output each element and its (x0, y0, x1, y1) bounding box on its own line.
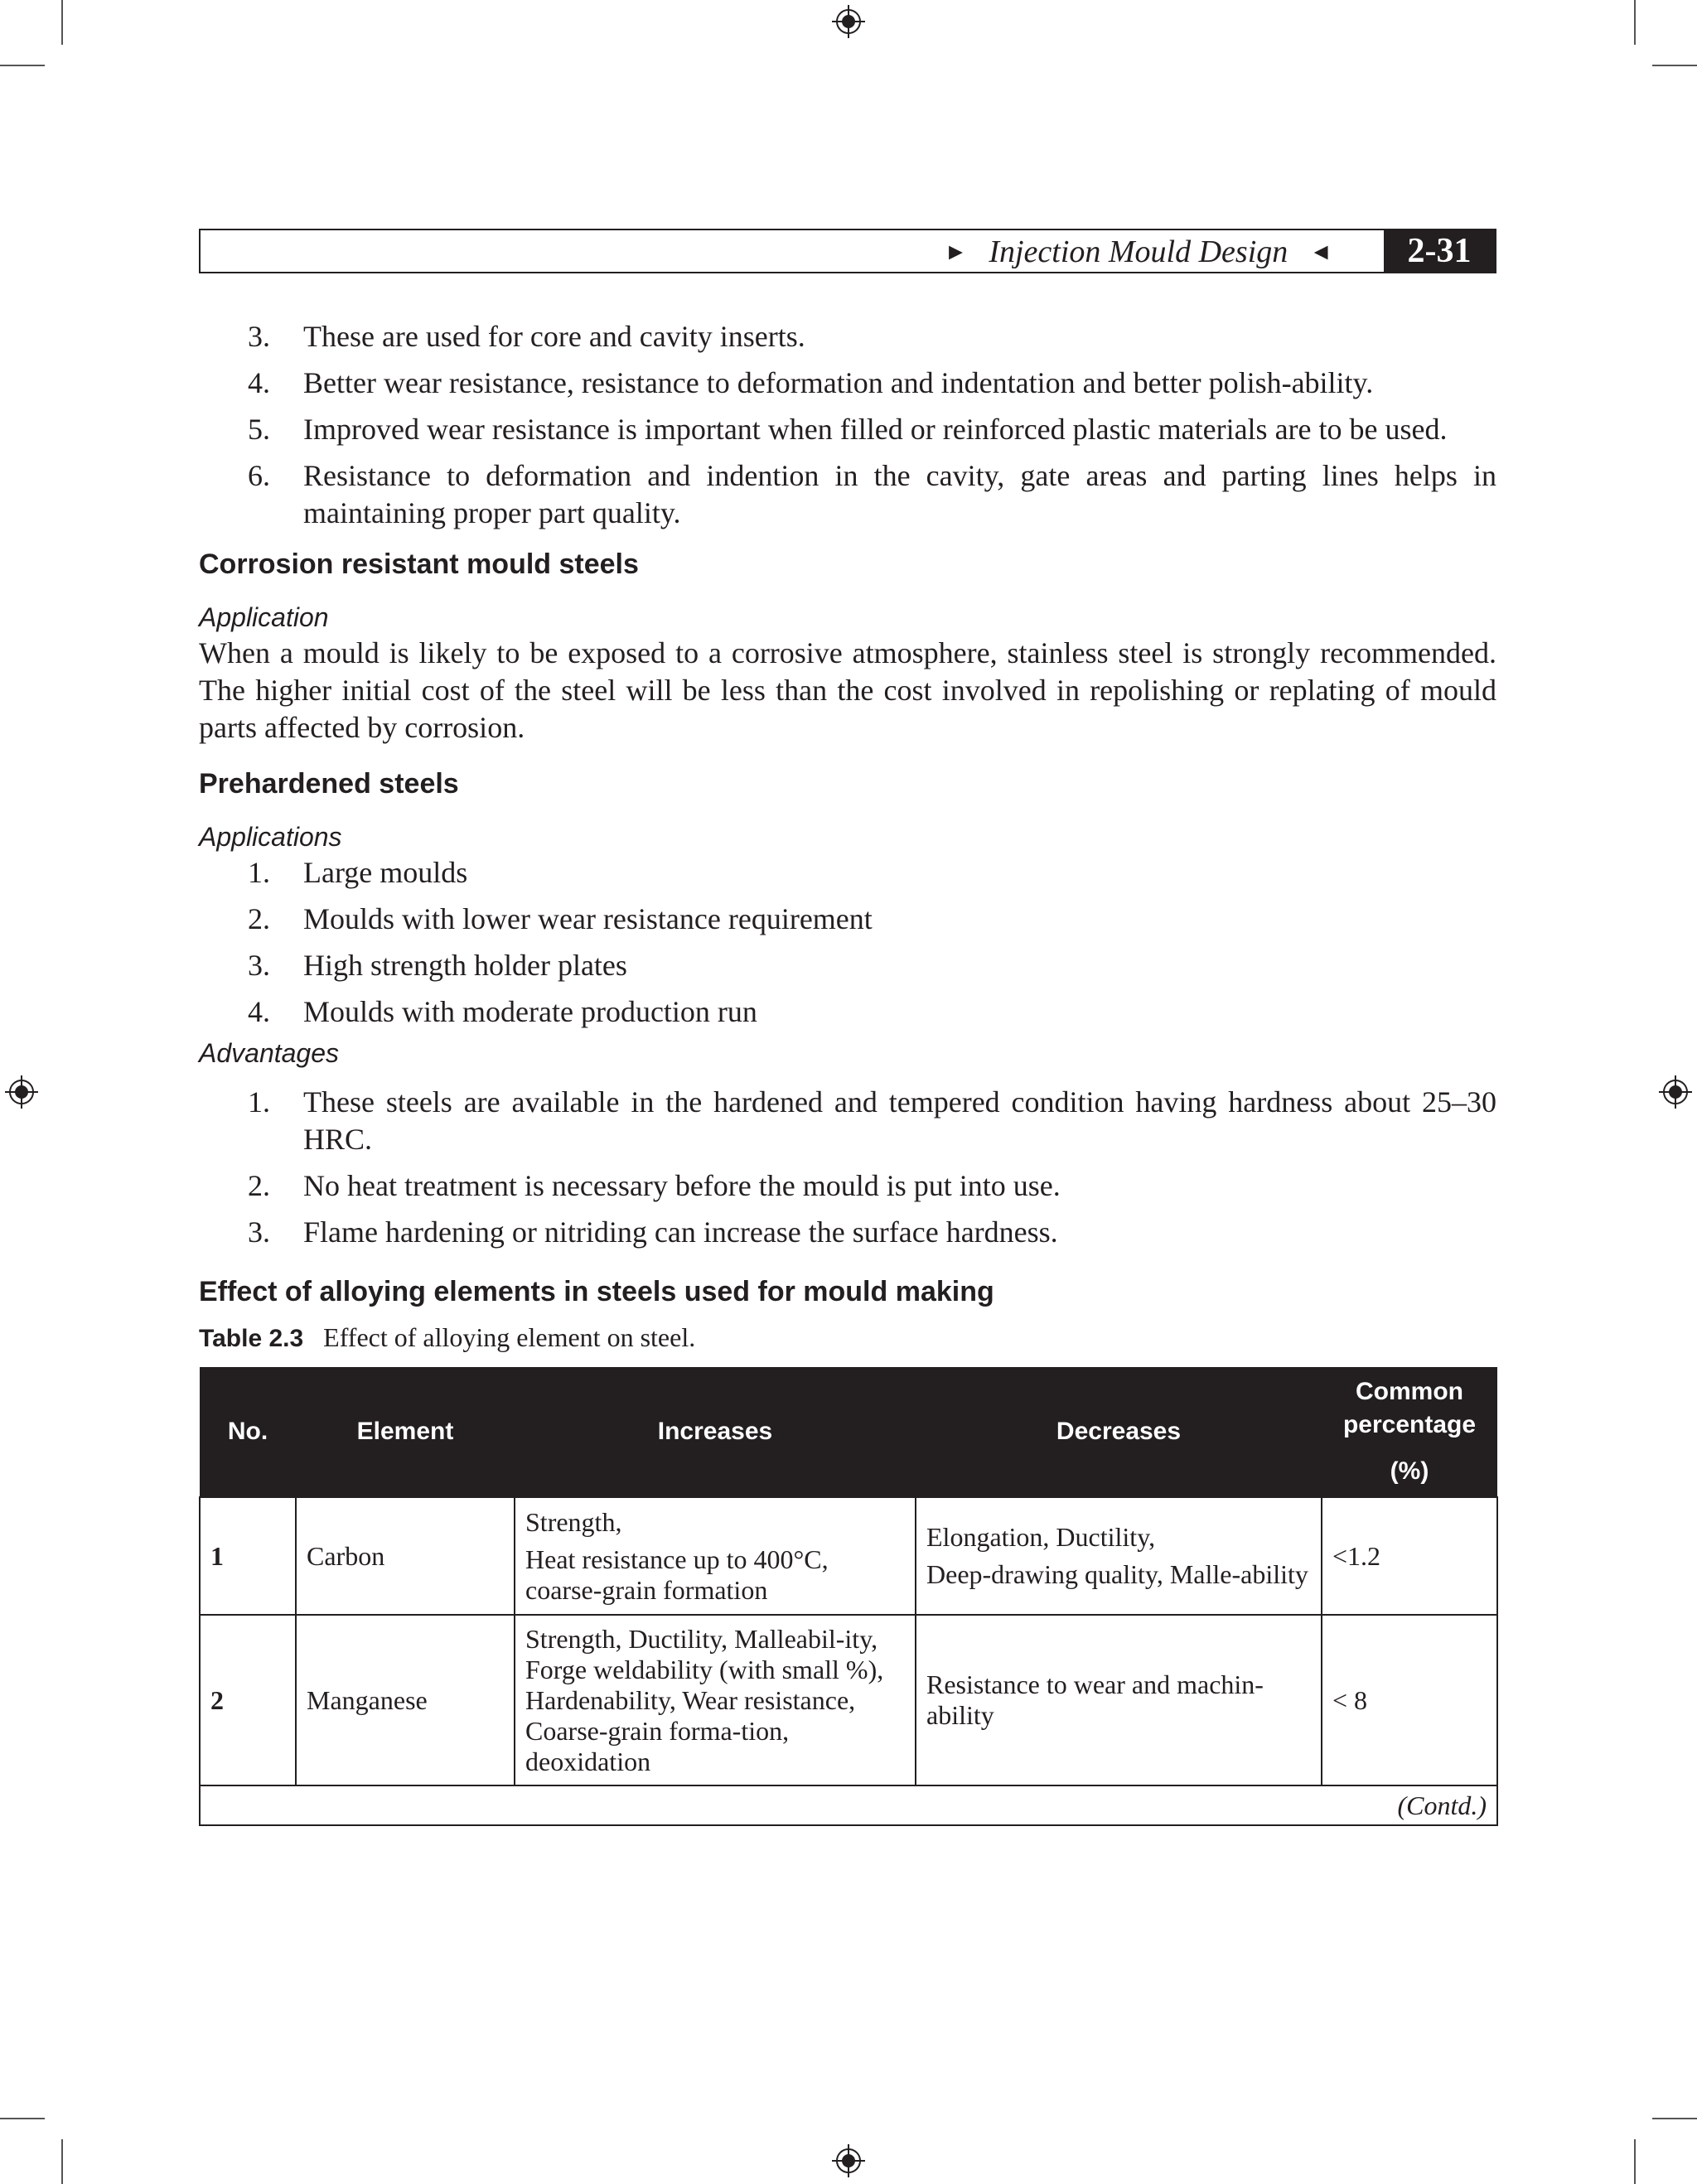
list-item (199, 365, 1496, 402)
cell-line: Elongation, Ductility, (926, 1522, 1156, 1552)
table-row (200, 1615, 1497, 1785)
list-number: 2. (248, 902, 270, 935)
header-line: Common (1356, 1378, 1463, 1405)
list-text: Better wear resistance, resistance to deformation and indentation and better polish-ability. (303, 366, 1374, 399)
cell-line: Strength, (525, 1506, 622, 1537)
header-line: percentage (1342, 1411, 1477, 1438)
crop-mark (1634, 0, 1636, 45)
table-row (200, 1497, 1497, 1615)
list-item (199, 411, 1496, 448)
list-number: 6. (248, 459, 270, 492)
list-text: No heat treatment is necessary before the mould is put into use. (303, 1169, 1061, 1202)
advantages-list (199, 1084, 1496, 1251)
column-header-element: Element (296, 1367, 515, 1497)
table-header-row (200, 1367, 1497, 1497)
table-caption (199, 1321, 1496, 1355)
cell-element: Manganese (296, 1615, 515, 1785)
table-caption-label: Table 2.3 (199, 1325, 304, 1352)
crop-mark (1634, 2139, 1636, 2184)
page-body (199, 318, 1496, 1826)
crop-mark (1652, 65, 1697, 66)
list-number: 3. (248, 320, 270, 353)
registration-mark-icon (1659, 1075, 1692, 1109)
cell-percentage: < 8 (1322, 1615, 1497, 1785)
crop-mark (61, 0, 63, 45)
list-item (199, 318, 1496, 355)
alloying-table (199, 1367, 1498, 1826)
list-number: 2. (248, 1169, 270, 1202)
contd-text: (Contd.) (1397, 1790, 1487, 1820)
list-text: These are used for core and cavity inserts. (303, 320, 805, 353)
list-text: Moulds with lower wear resistance requirement (303, 902, 873, 935)
list-item (199, 1084, 1496, 1158)
list-item (199, 457, 1496, 532)
cell-line: Deep-drawing quality, Malle-ability (926, 1559, 1308, 1589)
list-item (199, 993, 1496, 1031)
crop-mark (61, 2139, 63, 2184)
list-text: Resistance to deformation and indention in the cavity, gate areas and parting lines helps in maintaining proper part quality. (303, 459, 1496, 529)
running-title (923, 230, 1354, 272)
column-header-increases: Increases (515, 1367, 916, 1497)
list-text: High strength holder plates (303, 949, 627, 982)
crop-mark (1652, 2118, 1697, 2119)
list-number: 3. (248, 949, 270, 982)
page-number: 2-31 (1384, 229, 1495, 273)
column-header-decreases: Decreases (916, 1367, 1322, 1497)
applications-list (199, 854, 1496, 1031)
cell-decreases (916, 1615, 1322, 1785)
list-number: 4. (248, 995, 270, 1028)
list-number: 4. (248, 366, 270, 399)
crop-mark (0, 2118, 45, 2119)
running-title-text: Injection Mould Design (989, 234, 1288, 269)
crop-mark (0, 65, 45, 66)
cell-line: Strength, Ductility, Malleabil-ity, Forge weldability (with small %), Hardenability, Wear resistance, Coarse-grain forma-tion, deoxidation (525, 1623, 884, 1776)
list-item (199, 1214, 1496, 1251)
list-item (199, 1167, 1496, 1205)
registration-mark-icon (832, 5, 865, 38)
cell-element: Carbon (296, 1497, 515, 1615)
header-line: (%) (1390, 1457, 1429, 1485)
cell-no: 2 (200, 1615, 296, 1785)
table-footer-row (200, 1785, 1497, 1825)
cell-increases (515, 1615, 916, 1785)
cell-decreases (916, 1497, 1322, 1615)
running-header (199, 229, 1496, 273)
list-item (199, 947, 1496, 984)
subheading: Application (199, 602, 329, 632)
list-text: Moulds with moderate production run (303, 995, 757, 1028)
list-item (199, 901, 1496, 938)
registration-mark-icon (832, 2144, 865, 2177)
cell-line: Heat resistance up to 400°C, coarse-grain formation (525, 1544, 829, 1605)
column-header-common-percentage (1322, 1367, 1497, 1497)
arrow-left-icon: ◄ (1309, 239, 1332, 265)
column-header-no: No. (200, 1367, 296, 1497)
list-number: 3. (248, 1215, 270, 1249)
list-number: 1. (248, 856, 270, 889)
list-text: Flame hardening or nitriding can increase the surface hardness. (303, 1215, 1058, 1249)
cell-no: 1 (200, 1497, 296, 1615)
arrow-right-icon: ► (944, 239, 968, 265)
numbered-list (199, 318, 1496, 532)
list-number: 5. (248, 413, 270, 446)
paragraph: When a mould is likely to be exposed to a corrosive atmosphere, stainless steel is strongly recommended. The higher initial cost of the steel will be less than the cost involved in repolishing or replating of mould parts affected by corrosion. (199, 636, 1496, 744)
cell-increases (515, 1497, 916, 1615)
list-text: Large moulds (303, 856, 468, 889)
section-heading: Prehardened steels (199, 768, 459, 800)
registration-mark-icon (5, 1075, 38, 1109)
list-number: 1. (248, 1085, 270, 1119)
section-heading: Effect of alloying elements in steels used for mould making (199, 1276, 994, 1307)
cell-line: Resistance to wear and machin-ability (926, 1669, 1264, 1730)
contd-note (200, 1785, 1497, 1825)
section-heading: Corrosion resistant mould steels (199, 548, 639, 580)
list-text: Improved wear resistance is important when filled or reinforced plastic materials are to be used. (303, 413, 1448, 446)
cell-percentage: <1.2 (1322, 1497, 1497, 1615)
subheading: Advantages (199, 1038, 340, 1068)
list-text: These steels are available in the hardened and tempered condition having hardness about 25–30 HRC. (303, 1085, 1496, 1156)
subheading: Applications (199, 822, 342, 852)
table-caption-text: Effect of alloying element on steel. (323, 1322, 696, 1352)
list-item (199, 854, 1496, 891)
